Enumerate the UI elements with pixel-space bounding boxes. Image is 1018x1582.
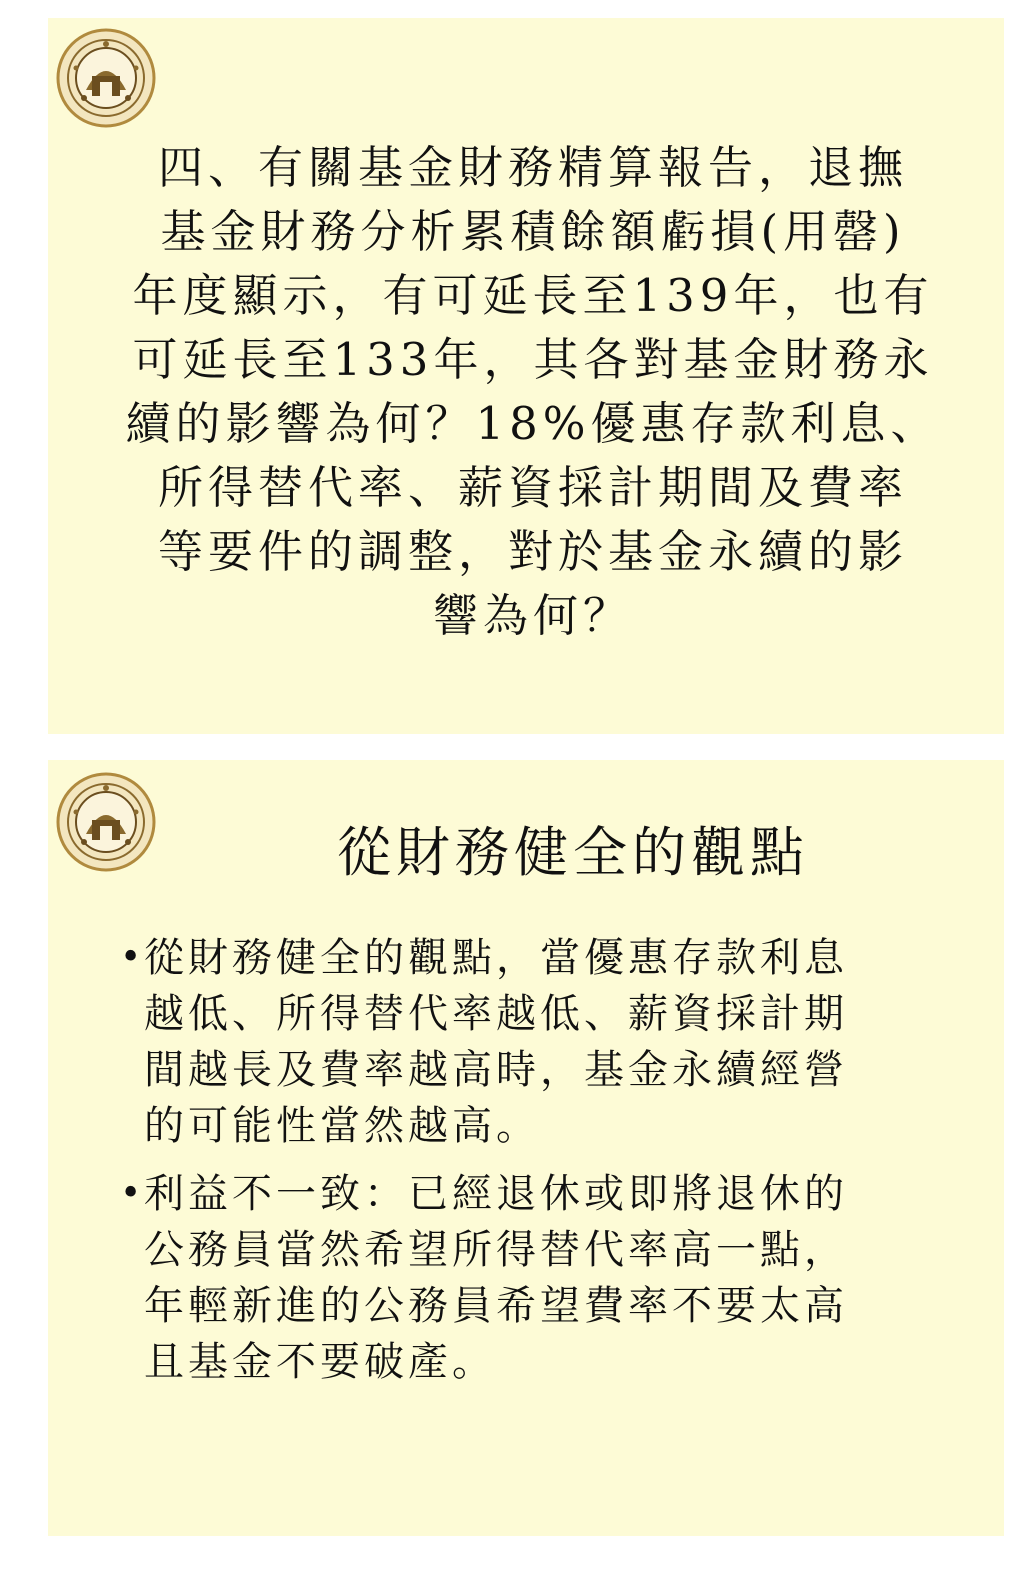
bullet-dot-icon: •: [120, 1173, 146, 1214]
bullet-text: 從財務健全的觀點，當優惠存款利息 越低、所得替代率越低、薪資採計期 間越長及費率越高時，基金永續經營 的可能性當然越高。: [144, 935, 848, 1149]
slide-title: 從財務健全的觀點: [337, 821, 809, 884]
university-seal-logo: [56, 28, 156, 128]
bullet-list: [120, 930, 950, 1402]
bullet-item: [120, 1166, 950, 1390]
slide-financial-soundness: [48, 760, 1004, 1536]
bullet-dot-icon: •: [120, 937, 146, 978]
university-seal-logo: [56, 772, 156, 872]
question-text: 四、有關基金財務精算報告，退撫 基金財務分析累積餘額虧損(用罄) 年度顯示，有可延長至139年，也有 可延長至133年，其各對基金財務永 續的影響為何？18%優惠存款利息、 所得替代率、薪資採計期間及費率 等要件的調整，對於基金永續的影 響為何？: [125, 141, 941, 642]
slide-question: [48, 18, 1004, 734]
bullet-item: [120, 930, 950, 1154]
bullet-text: 利益不一致：已經退休或即將退休的 公務員當然希望所得替代率高一點， 年輕新進的公務員希望費率不要太高 且基金不要破產。: [144, 1171, 848, 1385]
